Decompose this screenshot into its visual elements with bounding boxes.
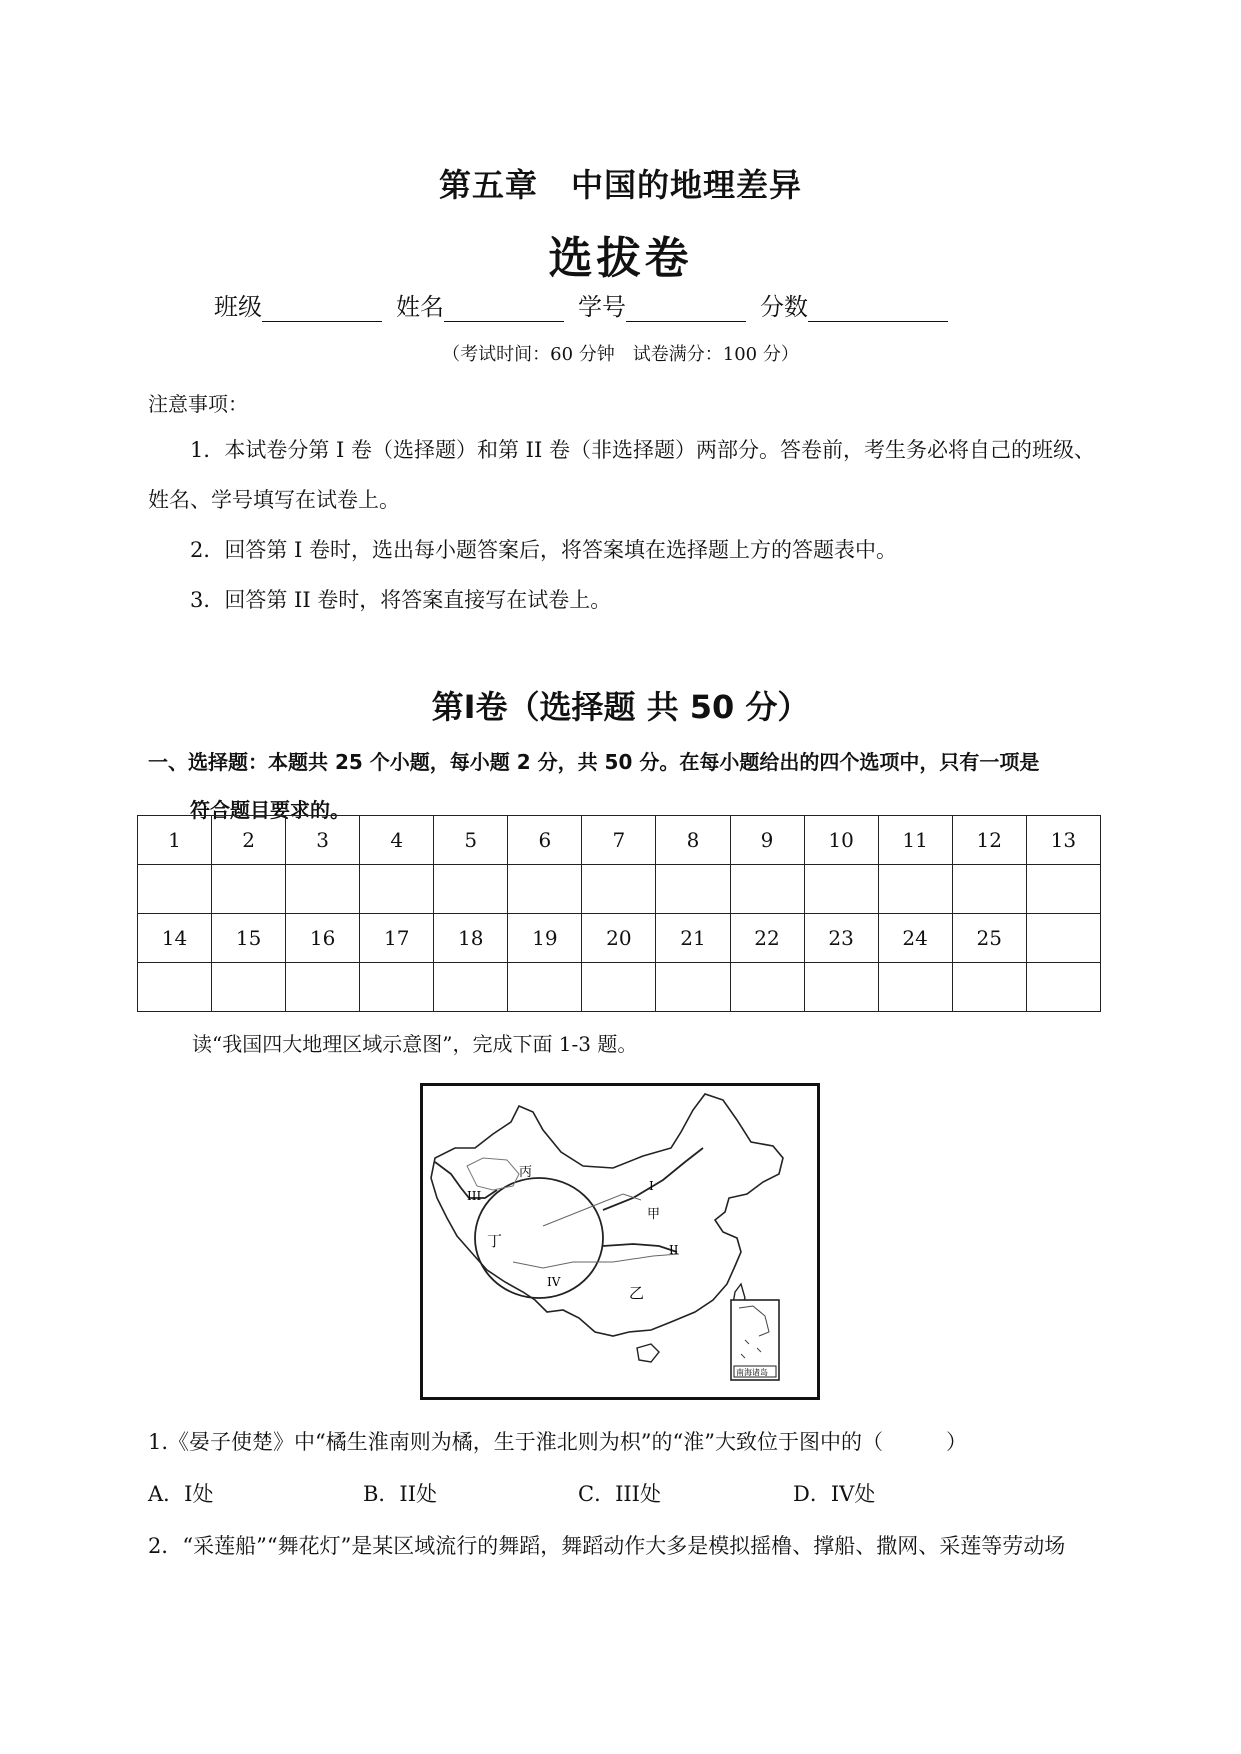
question-number: 23: [804, 914, 878, 963]
notice-item-2: 2．回答第 I 卷时，选出每小题答案后，将答案填在选择题上方的答题表中。: [190, 538, 898, 562]
student-id-blank[interactable]: [626, 297, 746, 322]
label-inset: 南海诸岛: [736, 1368, 768, 1377]
answer-cell[interactable]: [582, 963, 656, 1012]
label-line-IV: IV: [547, 1275, 561, 1289]
question-number: 13: [1026, 816, 1100, 865]
name-field[interactable]: [396, 287, 564, 322]
question-number: 19: [508, 914, 582, 963]
class-field[interactable]: [214, 287, 382, 322]
question-number: 5: [434, 816, 508, 865]
student-info-row: [214, 287, 948, 322]
label-line-I: I: [649, 1179, 654, 1193]
answer-header-row-1: [138, 816, 1101, 865]
answer-header-row-2: [138, 914, 1101, 963]
question-number: 24: [878, 914, 952, 963]
boundary-line-II: [603, 1244, 677, 1252]
question-number: 16: [286, 914, 360, 963]
answer-cell[interactable]: [286, 963, 360, 1012]
option-c[interactable]: C．III处: [578, 1482, 661, 1506]
question-number: 1: [138, 816, 212, 865]
answer-cell[interactable]: [212, 865, 286, 914]
answer-row-2: [138, 963, 1101, 1012]
label-line-II: II: [669, 1243, 679, 1257]
answer-cell[interactable]: [804, 963, 878, 1012]
score-label: 分数: [760, 293, 808, 321]
question-number: 25: [952, 914, 1026, 963]
question-2-stem: 2．“采莲船”“舞花灯”是某区域流行的舞蹈，舞蹈动作大多是模拟摇橹、撑船、撒网、采莲等劳动场: [148, 1534, 1066, 1558]
basin-outline-bing: [467, 1158, 519, 1190]
name-label: 姓名: [396, 293, 444, 321]
answer-cell[interactable]: [286, 865, 360, 914]
label-yi: 乙: [629, 1284, 645, 1302]
question-number: 4: [360, 816, 434, 865]
answer-cell[interactable]: [582, 865, 656, 914]
answer-cell[interactable]: [212, 963, 286, 1012]
question-number: 12: [952, 816, 1026, 865]
hainan-island: [637, 1344, 659, 1362]
score-field[interactable]: [760, 287, 948, 322]
question-number: 9: [730, 816, 804, 865]
class-label: 班级: [214, 293, 262, 321]
notice-heading: 注意事项：: [148, 392, 248, 416]
label-line-III: III: [467, 1189, 482, 1203]
question-number: 18: [434, 914, 508, 963]
question-number: 2: [212, 816, 286, 865]
score-blank[interactable]: [808, 297, 948, 322]
notice-item-1: 1．本试卷分第 I 卷（选择题）和第 II 卷（非选择题）两部分。答卷前，考生务必将自己的班级、: [190, 438, 1095, 462]
answer-cell[interactable]: [656, 963, 730, 1012]
answer-cell[interactable]: [360, 865, 434, 914]
section-title: 第I卷（选择题 共 50 分）: [431, 688, 810, 726]
answer-cell[interactable]: [434, 865, 508, 914]
question-number: 11: [878, 816, 952, 865]
river-yellow: [543, 1194, 641, 1226]
question-number: 3: [286, 816, 360, 865]
label-jia: 甲: [647, 1207, 661, 1222]
question-number: 17: [360, 914, 434, 963]
answer-cell[interactable]: [508, 963, 582, 1012]
answer-cell[interactable]: [656, 865, 730, 914]
answer-cell[interactable]: [878, 963, 952, 1012]
paper-type-title: 选拔卷: [548, 233, 693, 284]
instruction-line-1: 一、选择题：本题共 25 个小题，每小题 2 分，共 50 分。在每小题给出的四个选项中，只有一项是: [148, 750, 1040, 774]
question-number: 15: [212, 914, 286, 963]
chapter-title: 第五章 中国的地理差异: [438, 166, 802, 204]
student-id-label: 学号: [578, 293, 626, 321]
answer-cell[interactable]: [434, 963, 508, 1012]
china-map-figure: [423, 1086, 817, 1397]
question-1-stem: 1.《晏子使楚》中“橘生淮南则为橘，生于淮北则为枳”的“淮”大致位于图中的（ ）: [148, 1430, 967, 1454]
name-blank[interactable]: [444, 297, 564, 322]
notice-item-1-cont: 姓名、学号填写在试卷上。: [148, 488, 400, 512]
label-ding: 丁: [487, 1232, 503, 1250]
question-number: 10: [804, 816, 878, 865]
answer-cell[interactable]: [804, 865, 878, 914]
question-number: 21: [656, 914, 730, 963]
question-number: [1026, 914, 1100, 963]
answer-cell[interactable]: [878, 865, 952, 914]
student-id-field[interactable]: [578, 287, 746, 322]
answer-table: [137, 815, 1101, 1012]
question-number: 14: [138, 914, 212, 963]
answer-cell[interactable]: [138, 865, 212, 914]
question-number: 22: [730, 914, 804, 963]
label-bing: 丙: [519, 1165, 533, 1180]
notice-list: [148, 425, 1098, 625]
question-number: 6: [508, 816, 582, 865]
answer-cell[interactable]: [952, 963, 1026, 1012]
answer-cell[interactable]: [508, 865, 582, 914]
option-a[interactable]: A．I处: [148, 1482, 214, 1506]
question-number: 20: [582, 914, 656, 963]
option-d[interactable]: D．IV处: [793, 1482, 876, 1506]
answer-cell[interactable]: [952, 865, 1026, 914]
china-regions-map: [420, 1083, 820, 1400]
answer-row-1: [138, 865, 1101, 914]
class-blank[interactable]: [262, 297, 382, 322]
reading-prompt: 读“我国四大地理区域示意图”，完成下面 1-3 题。: [192, 1032, 638, 1056]
answer-cell[interactable]: [730, 963, 804, 1012]
answer-cell[interactable]: [730, 865, 804, 914]
answer-cell[interactable]: [1026, 865, 1100, 914]
option-b[interactable]: B．II处: [363, 1482, 438, 1506]
exam-meta: （考试时间：60 分钟 试卷满分：100 分）: [442, 344, 799, 365]
boundary-line-III: [435, 1162, 497, 1198]
notice-item-3: 3．回答第 II 卷时，将答案直接写在试卷上。: [190, 588, 612, 612]
answer-cell[interactable]: [360, 963, 434, 1012]
answer-cell[interactable]: [1026, 963, 1100, 1012]
question-number: 7: [582, 816, 656, 865]
answer-cell[interactable]: [138, 963, 212, 1012]
instruction-line-2: 符合题目要求的。: [190, 798, 350, 822]
question-number: 8: [656, 816, 730, 865]
